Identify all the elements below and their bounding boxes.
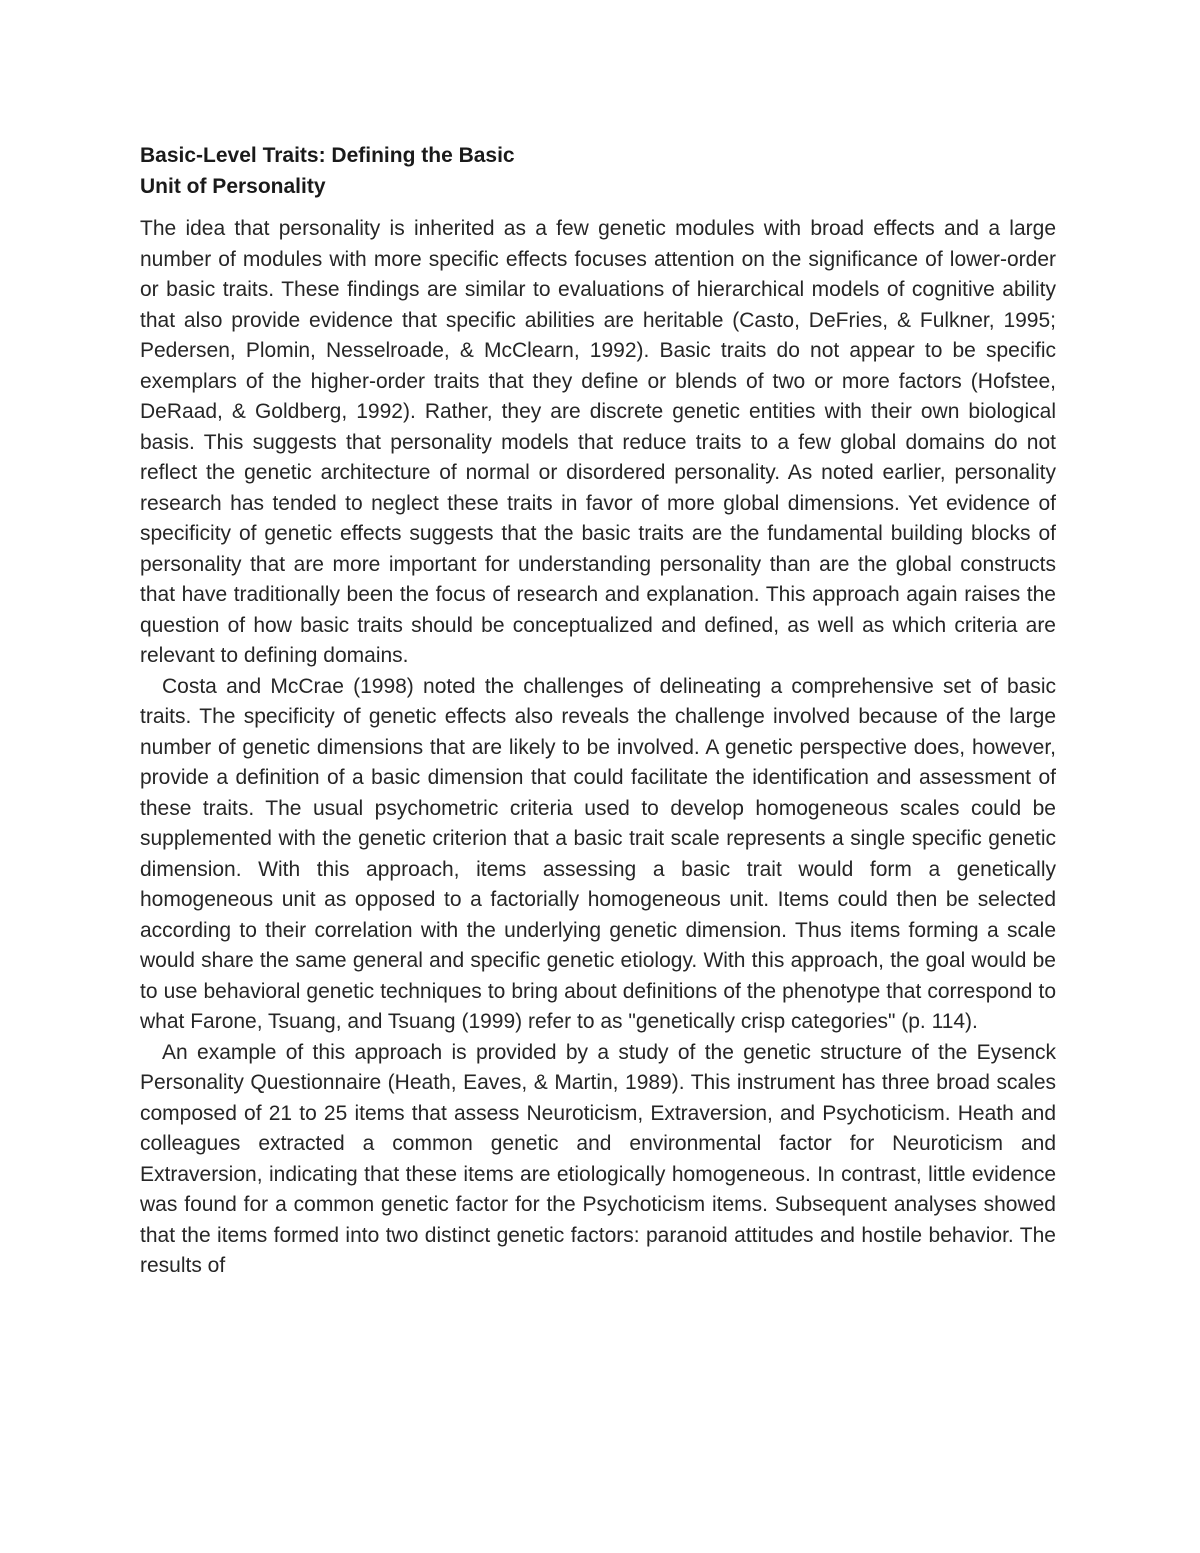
section-heading bbox=[140, 140, 1056, 202]
heading-line-1: Basic-Level Traits: Defining the Basic bbox=[140, 144, 515, 167]
paragraph-1: The idea that personality is inherited as a few genetic modules with broad effects and a large number of modules with more specific effects focuses attention on the significance of lower-order or basic traits. These findings are similar to evaluations of hierarchical models of cognitive ability that also provide evidence that specific abilities are heritable (Casto, DeFries, & Fulkner, 1995; Pedersen, Plomin, Nesselroade, & McClearn, 1992). Basic traits do not appear to be specific exemplars of the higher-order traits that they define or blends of two or more factors (Hofstee, DeRaad, & Goldberg, 1992). Rather, they are discrete genetic entities with their own biological basis. This suggests that personality models that reduce traits to a few global domains do not reflect the genetic architecture of normal or disordered personality. As noted earlier, personality research has tended to neglect these traits in favor of more global dimensions. Yet evidence of specificity of genetic effects suggests that the basic traits are the fundamental building blocks of personality that are more important for understanding personality than are the global constructs that have traditionally been the focus of research and explanation. This approach again raises the question of how basic traits should be conceptualized and defined, as well as which criteria are relevant to defining domains. bbox=[140, 217, 1056, 667]
heading-line-2: Unit of Personality bbox=[140, 175, 326, 198]
document-body bbox=[140, 140, 1056, 1282]
paragraph-3: An example of this approach is provided by a study of the genetic structure of the Eysenck Personality Questionnaire (Heath, Eaves, & Martin, 1989). This instrument has three broad scales composed of 21 to 25 items that assess Neuroticism, Extraversion, and Psychoticism. Heath and colleagues extracted a common genetic and environmental factor for Neuroticism and Extraversion, indicating that these items are etiologically homogeneous. In contrast, little evidence was found for a common genetic factor for the Psychoticism items. Subsequent analyses showed that the items formed into two distinct genetic factors: paranoid attitudes and hostile behavior. The results of bbox=[140, 1040, 1056, 1277]
paragraph-2: Costa and McCrae (1998) noted the challenges of delineating a comprehensive set of basic traits. The specificity of genetic effects also reveals the challenge involved because of the large number of genetic dimensions that are likely to be involved. A genetic perspective does, however, provide a definition of a basic dimension that could facilitate the identification and assessment of these traits. The usual psychometric criteria used to develop homogeneous scales could be supplemented with the genetic criterion that a basic trait scale represents a single specific genetic dimension. With this approach, items assessing a basic trait would form a genetically homogeneous unit as opposed to a factorially homogeneous unit. Items could then be selected according to their correlation with the underlying genetic dimension. Thus items forming a scale would share the same general and specific genetic etiology. With this approach, the goal would be to use behavioral genetic techniques to bring about definitions of the phenotype that correspond to what Farone, Tsuang, and Tsuang (1999) refer to as "genetically crisp categories" (p. 114). bbox=[140, 674, 1056, 1033]
